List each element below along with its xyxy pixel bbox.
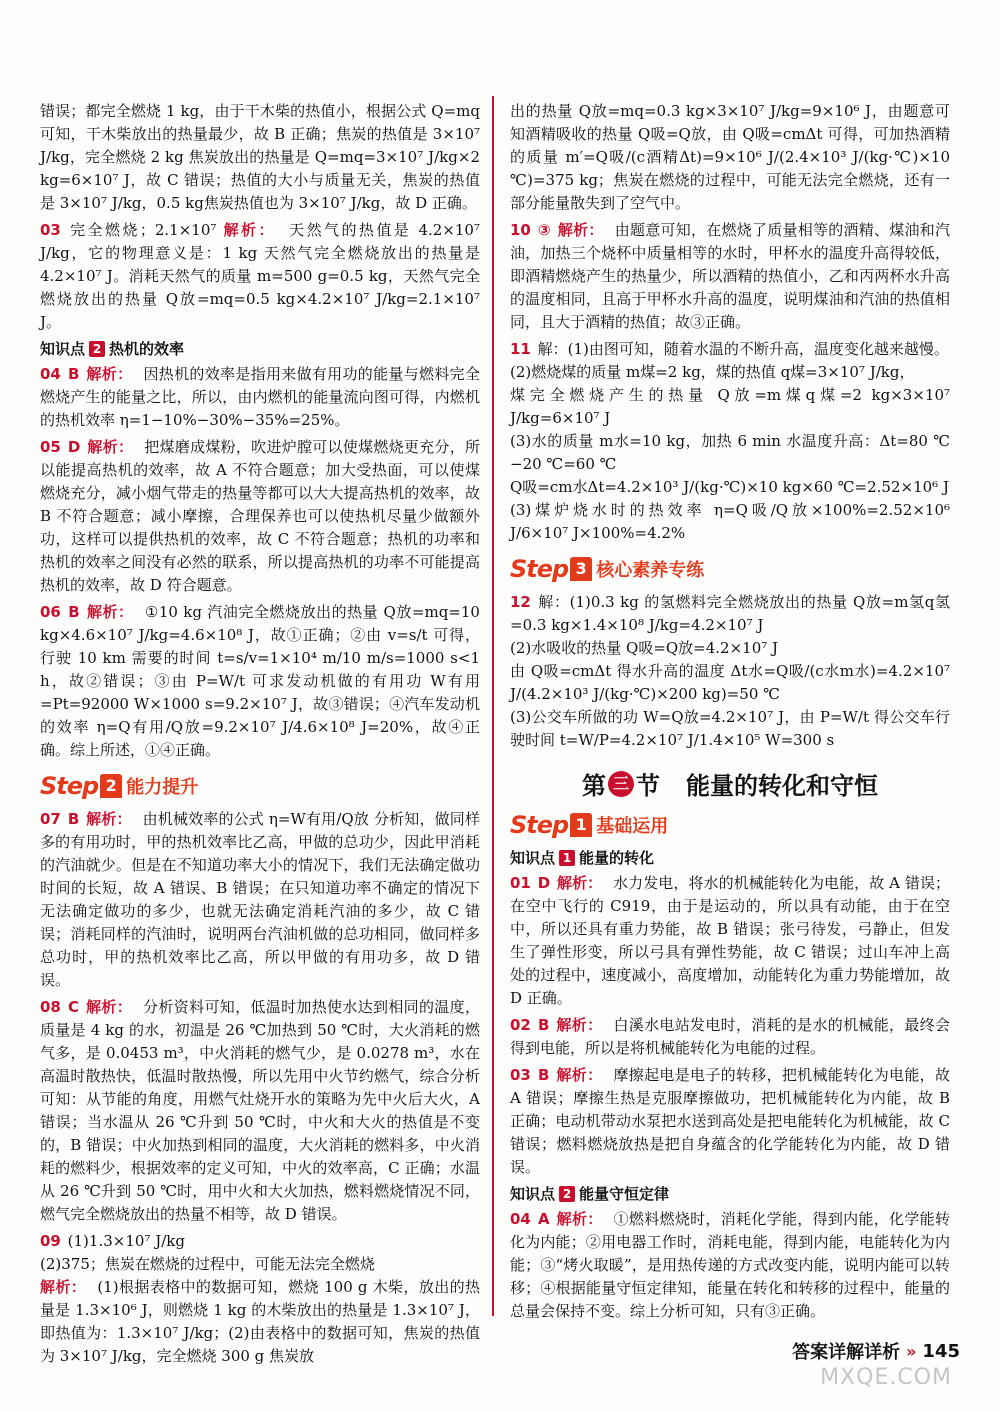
analysis-label: 解析： [223, 221, 276, 239]
solution-line: (2)水吸收的热量 Q吸=Q放=4.2×10⁷ J [510, 639, 779, 657]
question-number: 01 [510, 874, 531, 892]
question-number: 11 [510, 340, 531, 358]
question-number: 02 [510, 1016, 531, 1034]
left-column [40, 100, 480, 1372]
paragraph: 错误；都完全燃烧 1 kg，由于干木柴的热值小，根据公式 Q=mq 可知，干木柴放出的热量最少，故 B 正确；焦炭的热值是 3×10⁷ J/kg，完全燃烧 2 kg 焦炭放出的热量是 Q=mq=3×10⁷ J/kg×2 kg=6×10⁷ J，故 C 错误；热值的大小与质量无关，焦炭的热值是 3×10⁷ J/kg，0.5 kg焦炭热值也为 3×10⁷ J/kg，故 D 正确。 [40, 102, 480, 212]
solution-line: 解：(1)0.3 kg 的氢燃料完全燃烧放出的热量 Q放=m氢q氢=0.3 kg×1.4×10⁸ J/kg=4.2×10⁷ J [510, 593, 950, 634]
analysis-label: 解析： [86, 810, 132, 828]
section-title [510, 766, 950, 801]
kp-title: 热机的效率 [109, 340, 185, 358]
analysis-label: 解析： [40, 1278, 87, 1296]
step-word: Step [510, 555, 569, 583]
kp-prefix: 知识点 [510, 1185, 556, 1203]
analysis-label: 解析： [557, 221, 604, 239]
step-number: 3 [570, 557, 592, 581]
question-number: 04 [40, 365, 61, 383]
solution-line: 由 Q吸=cmΔt 得水升高的温度 Δt水=Q吸/(c水m水)=4.2×10⁷ J/(4.2×10³ J/(kg·℃)×200 kg)=50 ℃ [510, 662, 950, 703]
step-title: 基础运用 [596, 816, 669, 837]
answer-09 [40, 1230, 480, 1368]
paragraph: 出的热量 Q放=mq=0.3 kg×3×10⁷ J/kg=9×10⁶ J，由题意可知酒精吸收的热量 Q吸=Q放，由 Q吸=cmΔt 可得，可加热酒精的质量 m′=Q吸/(c酒精Δt)=9×10⁶ J/(2.4×10³ J/(kg·℃)×10 ℃)=375 kg；焦炭在燃烧的过程中，可能无法完全燃烧，还有一部分能量散失到了空气中。 [510, 102, 950, 212]
kp-badge: 1 [559, 850, 575, 866]
solution-line: (2)燃烧煤的质量 m煤=2 kg，煤的热值 q煤=3×10⁷ J/kg， [510, 363, 915, 381]
answer-12 [510, 591, 950, 752]
answer-04 [40, 363, 480, 432]
step-number: 1 [570, 813, 592, 837]
step-number: 2 [100, 774, 122, 798]
solution-line: (3)水的质量 m水=10 kg，加热 6 min 水温度升高：Δt=80 ℃−20 ℃=60 ℃ [510, 432, 950, 473]
answer-11 [510, 338, 950, 545]
answer-choice: B [537, 1066, 550, 1084]
analysis-text: 把煤磨成煤粉，吹进炉膛可以使煤燃烧更充分，所以能提高热机的效率，故 A 不符合题意；加大受热面，可以使煤燃烧充分，减小烟气带走的热量等都可以大大提高热机的效率，故 B 不符合题意；减小摩擦，合理保养也可以使热机尽量少做额外功，这样可以提供热机的效率，故 C 不符合题意；热机的功率和热机的效率之间没有必然的联系，所以提高热机的功率不可能提高热机的效率，故 D 符合题意。 [40, 438, 480, 594]
answer-choice: B [68, 603, 80, 621]
column-divider [492, 96, 494, 1316]
question-number: 09 [40, 1232, 61, 1250]
answer-02 [510, 1014, 950, 1060]
solution-line: (3)公交车所做的功 W=Q放=4.2×10⁷ J，由 P=W/t 得公交车行驶时间 t=W/P=4.2×10⁷ J/1.4×10⁵ W=300 s [510, 708, 950, 749]
knowledge-point-heading [510, 847, 950, 868]
section-number-badge: 三 [608, 771, 634, 797]
question-number: 03 [40, 221, 61, 239]
analysis-text: (1)根据表格中的数据可知，燃烧 100 g 木柴，放出的热量是 1.3×10⁶ J，则燃烧 1 kg 的木柴放出的热量是 1.3×10⁷ J，即热值为：1.3×10⁷ J/kg；(2)由表格中的数据可知，焦炭的热值为 3×10⁷ J/kg，完全燃烧 300 g 焦炭放 [40, 1278, 480, 1365]
page-footer [792, 1338, 960, 1364]
question-number: 05 [40, 438, 61, 456]
answer-03 [510, 1064, 950, 1179]
answer-text: 完全燃烧；2.1×10⁷ [70, 221, 217, 239]
answer-03 [40, 219, 480, 334]
section-suffix: 节 [636, 772, 660, 800]
analysis-label: 解析： [86, 365, 133, 383]
analysis-label: 解析： [556, 1016, 603, 1034]
answer-choice: D [537, 874, 551, 892]
solution-line: (3)煤炉烧水时的热效率 η=Q吸/Q放×100%=2.52×10⁶ J/6×10⁷ J×100%=4.2% [510, 501, 950, 542]
question-number: 04 [510, 1210, 531, 1228]
analysis-text: 白溪水电站发电时，消耗的是水的机械能，最终会得到电能，所以是将机械能转化为电能的过程。 [510, 1016, 950, 1057]
analysis-text: 分析资料可知，低温时加热使水达到相同的温度，质量是 4 kg 的水，初温是 26 ℃加热到 50 ℃时，大火消耗的燃气多，是 0.0453 m³，中火消耗的燃气少，是 0.0278 m³，水在高温时散热快，低温时散热慢，所以先用中火节约燃气，综合分析可知：从节能的角度，用燃气灶烧开水的策略为先中火后大火，A 错误；当水温从 26 ℃升到 50 ℃时，中火和大火的热值是不变的，B 错误；中火加热到相同的温度，大火消耗的燃料多，中火消耗的燃料少，根据效率的定义可知，中火的效率高，C 正确；水温从 26 ℃升到 50 ℃时，用中火和大火加热，燃料燃烧情况不同，燃气完全燃烧放出的热量不相等，故 D 错误。 [40, 998, 480, 1223]
answer-05 [40, 436, 480, 597]
kp-title: 能量的转化 [579, 849, 655, 867]
solution-line: 煤完全燃烧产生的热量 Q放=m煤q煤=2 kg×3×10⁷ J/kg=6×10⁷ J [510, 386, 950, 427]
answer-choice: C [67, 998, 79, 1016]
answer-04 [510, 1208, 950, 1323]
kp-title: 能量守恒定律 [579, 1185, 670, 1203]
answer-choice: ③ [537, 221, 551, 239]
answer-08 [40, 996, 480, 1226]
step-heading [40, 772, 480, 800]
answer-07 [40, 808, 480, 992]
answer-choice: B [67, 810, 80, 828]
answer-10 [510, 219, 950, 334]
analysis-text: 因热机的效率是指用来做有用功的能量与燃料完全燃烧产生的能量之比，所以，由内燃机的能量流向图可得，内燃机的热机效率 η=1−10%−30%−35%=25%。 [40, 365, 480, 429]
step-title: 核心素养专练 [596, 560, 705, 581]
section-prefix: 第 [582, 772, 606, 800]
analysis-text: ①燃料燃烧时，消耗化学能，得到内能，化学能转化为内能；②用电器工作时，消耗电能，得到内能，电能转化为内能；③“烤火取暖”，是用热传递的方式改变内能，说明内能可以转移；④根据能量守恒定律知，能量在转化和转移的过程中，能量的总量会保持不变。综上分析可知，只有③正确。 [510, 1210, 950, 1320]
step-heading [510, 811, 950, 839]
question-number: 10 [510, 221, 531, 239]
analysis-label: 解析： [556, 1210, 603, 1228]
analysis-label: 解析： [557, 874, 603, 892]
analysis-label: 解析： [556, 1066, 603, 1084]
analysis-text: 由机械效率的公式 η=W有用/Q放 分析知，做同样多的有用功时，甲的热机效率比乙高，甲做的总功少，因此甲消耗的汽油就少。但是在不知道功率大小的情况下，我们无法确定做功时间的长短，故 A 错误、B 错误；在只知道功率不确定的情况下无法确定做功的多少，也就无法确定消耗汽油的多少，故 C 错误；消耗同样的汽油时，说明两台汽油机做的总功相同，做同样多总功时，甲的热机效率比乙高，所以甲做的有用功多，故 D 错误。 [40, 810, 480, 989]
question-number: 12 [510, 593, 531, 611]
knowledge-point-heading [510, 1183, 950, 1204]
question-number: 08 [40, 998, 61, 1016]
answer-choice: A [537, 1210, 550, 1228]
knowledge-point-heading [40, 338, 480, 359]
answer-choice: D [67, 438, 81, 456]
section-name: 能量的转化和守恒 [686, 772, 878, 800]
analysis-text: 天然气的热值是 4.2×10⁷ J/kg，它的物理意义是：1 kg 天然气完全燃烧放出的热量是4.2×10⁷ J。消耗天然气的质量 m=500 g=0.5 kg，天然气完全燃烧放出的热量 Q放=mq=0.5 kg×4.2×10⁷ J/kg=2.1×10⁷ J。 [40, 221, 480, 331]
answer-line: (1)1.3×10⁷ J/kg [67, 1232, 185, 1250]
question-number: 06 [40, 603, 61, 621]
answer-choice: B [537, 1016, 550, 1034]
answer-line: (2)375；焦炭在燃烧的过程中，可能无法完全燃烧 [40, 1255, 375, 1273]
analysis-label: 解析： [87, 438, 134, 456]
question-number: 07 [40, 810, 61, 828]
analysis-text: ①10 kg 汽油完全燃烧放出的热量 Q放=mq=10 kg×4.6×10⁷ J/kg=4.6×10⁸ J，故①正确；②由 v=s/t 可得，行驶 10 km 需要的时间 t=s/v=1×10⁴ m/10 m/s=1000 s<1 h，故②错误；③由 P=W/t 可求发动机做的有用功 W有用=Pt=92000 W×1000 s=9.2×10⁷ J，故③错误；④汽车发动机的效率 η=Q有用/Q放=9.2×10⁷ J/4.6×10⁸ J=20%，故④正确。综上所述，①④正确。 [40, 603, 480, 759]
answer-06 [40, 601, 480, 762]
page-number: 145 [922, 1340, 960, 1362]
solution-line: Q吸=cm水Δt=4.2×10³ J/(kg·℃)×10 kg×60 ℃=2.52×10⁶ J [510, 478, 949, 496]
footer-label: 答案详解详析 [792, 1342, 901, 1363]
analysis-label: 解析： [86, 998, 133, 1016]
answer-01 [510, 872, 950, 1010]
kp-prefix: 知识点 [510, 849, 556, 867]
kp-prefix: 知识点 [40, 340, 86, 358]
analysis-text: 摩擦起电是电子的转移，把机械能转化为电能，故 A 错误；摩擦生热是克服摩擦做功，把机械能转化为内能，故 B 正确；电动机带动水泵把水送到高处是把电能转化为机械能，故 C 错误；燃料燃烧放热是把自身蕴含的化学能转化为内能，故 D 错误。 [510, 1066, 950, 1176]
step-word: Step [510, 811, 569, 839]
analysis-text: 由题意可知，在燃烧了质量相等的酒精、煤油和汽油，加热三个烧杯中质量相等的水时，甲杯水的温度升高得较低，即酒精燃烧产生的热量少，所以酒精的热值小，乙和丙两杯水升高的温度相同，且高于甲杯水升高的温度，说明煤油和汽油的热值相同，且大于酒精的热值；故③正确。 [510, 221, 950, 331]
double-chevron-icon: » [906, 1341, 917, 1361]
question-number: 03 [510, 1066, 531, 1084]
analysis-text: 水力发电，将水的机械能转化为电能，故 A 错误；在空中飞行的 C919，由于是运动的，所以具有动能，由于在空中，所以还具有重力势能，故 B 错误；张弓待发，弓静止，但发生了弹性形变，所以弓具有弹性势能，故 C 错误；过山车冲上高处的过程中，速度减小，高度增加，动能转化为重力势能增加，故 D 正确。 [510, 874, 950, 1007]
analysis-label: 解析： [86, 603, 134, 621]
step-title: 能力提升 [126, 777, 199, 798]
kp-badge: 2 [89, 341, 105, 357]
step-word: Step [40, 772, 99, 800]
kp-badge: 2 [559, 1186, 575, 1202]
step-heading [510, 555, 950, 583]
watermark: MXQE.COM [820, 1365, 952, 1390]
answer-choice: B [67, 365, 80, 383]
right-column [510, 100, 950, 1327]
solution-line: 解：(1)由图可知，随着水温的不断升高，温度变化越来越慢。 [537, 340, 949, 358]
